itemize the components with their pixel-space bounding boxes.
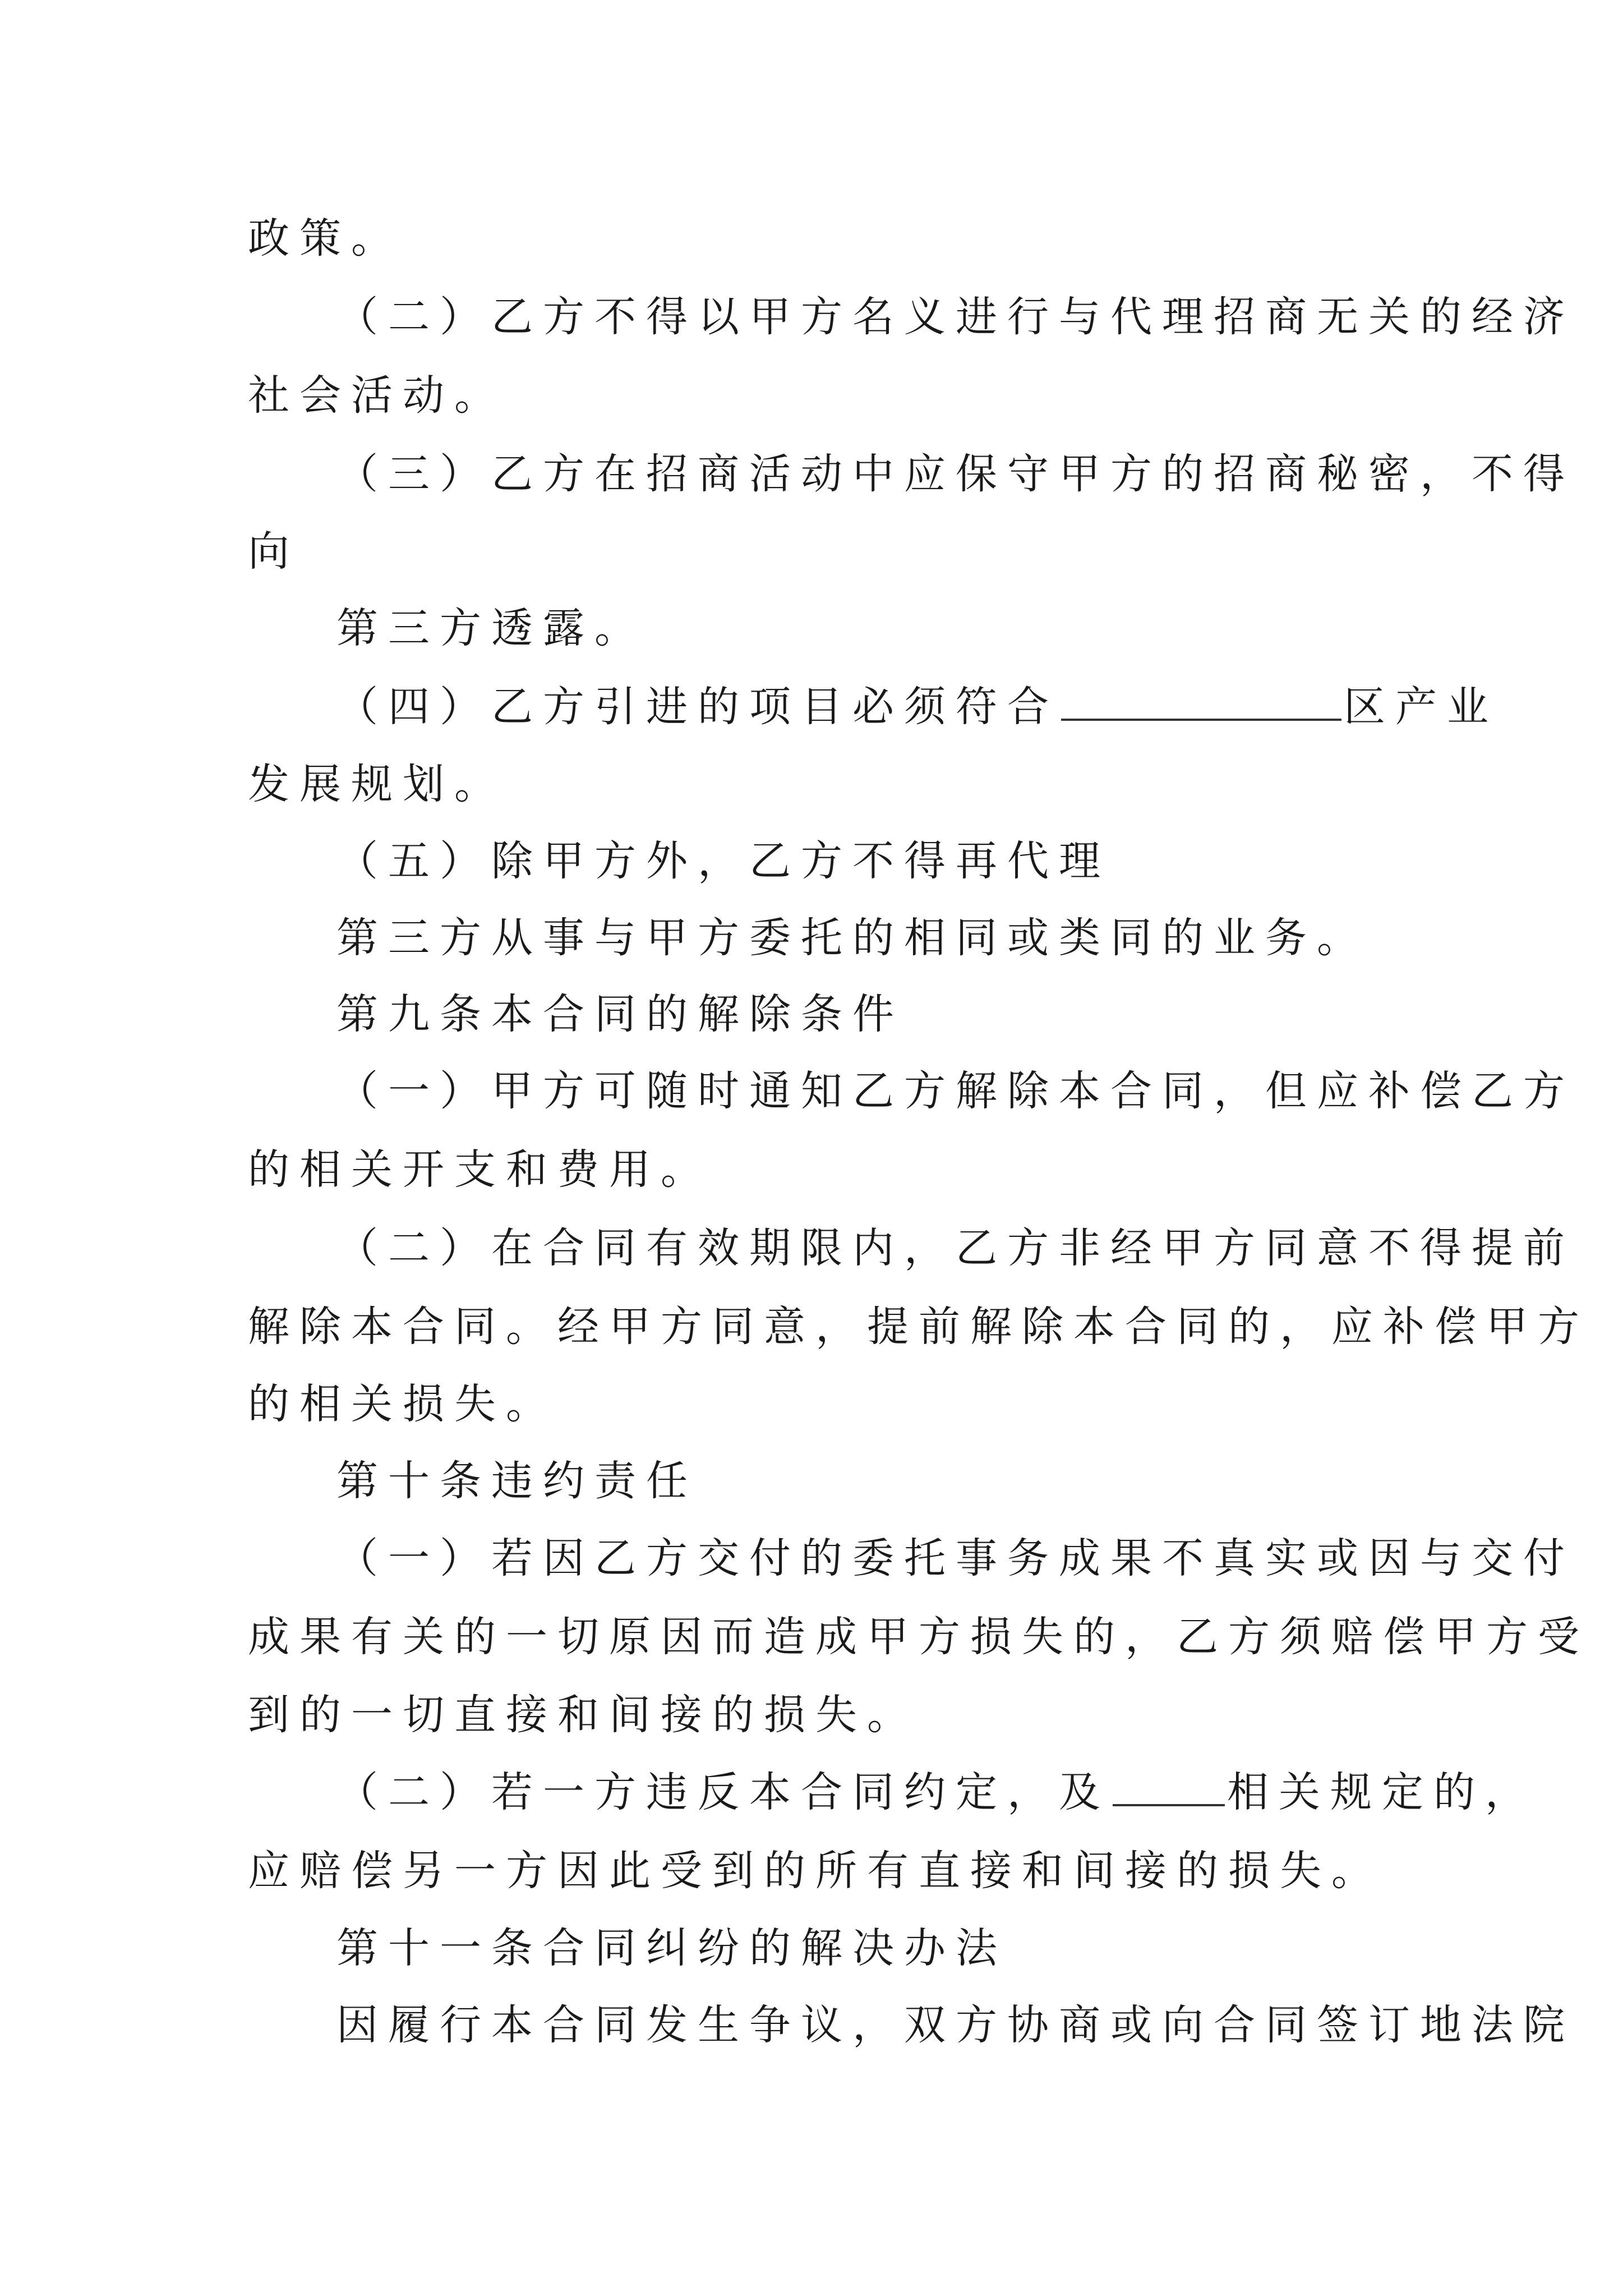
clause-4-line-1 bbox=[336, 682, 1498, 732]
article-10-clause-1-line-1: （一）若因乙方交付的委托事务成果不真实或因与交付 bbox=[336, 1534, 1575, 1582]
article-9-clause-2-line-2: 解除本合同。经甲方同意，提前解除本合同的，应补偿甲方 bbox=[248, 1303, 1589, 1351]
clause-5-line-2: 第三方从事与甲方委托的相同或类同的业务。 bbox=[336, 914, 1368, 962]
clause-3-line-1: （三）乙方在招商活动中应保守甲方的招商秘密，不得 bbox=[336, 450, 1575, 498]
article-10-clause-2-text-after: 相关规定的， bbox=[1227, 1768, 1537, 1816]
article-10-clause-2-text-before: （二）若一方违反本合同约定，及 bbox=[336, 1768, 1110, 1816]
article-11-line-1: 因履行本合同发生争议，双方协商或向合同签订地法院 bbox=[336, 2001, 1575, 2049]
clause-3-line-3: 第三方透露。 bbox=[336, 604, 646, 652]
article-10-clause-1-line-3: 到的一切直接和间接的损失。 bbox=[248, 1691, 919, 1739]
clause-4-text-after: 区产业 bbox=[1344, 683, 1498, 731]
article-9-clause-1-line-1: （一）甲方可随时通知乙方解除本合同，但应补偿乙方 bbox=[336, 1067, 1575, 1115]
article-10-clause-2-line-2: 应赔偿另一方因此受到的所有直接和间接的损失。 bbox=[248, 1847, 1383, 1895]
clause-2-line-2: 社会活动。 bbox=[248, 371, 506, 420]
clause-3-line-2: 向 bbox=[248, 527, 299, 576]
text-line-1: 政策。 bbox=[248, 214, 403, 263]
article-9-clause-2-line-1: （二）在合同有效期限内，乙方非经甲方同意不得提前 bbox=[336, 1224, 1575, 1272]
article-9-heading: 第九条本合同的解除条件 bbox=[336, 990, 904, 1038]
clause-2-line-1: （二）乙方不得以甲方名义进行与代理招商无关的经济 bbox=[336, 293, 1575, 341]
article-10-clause-1-line-2: 成果有关的一切原因而造成甲方损失的，乙方须赔偿甲方受 bbox=[248, 1613, 1589, 1661]
article-10-heading: 第十条违约责任 bbox=[336, 1457, 698, 1505]
article-11-heading: 第十一条合同纠纷的解决办法 bbox=[336, 1924, 1007, 1972]
fill-in-blank-regulation[interactable] bbox=[1113, 1767, 1225, 1806]
clause-4-line-2: 发展规划。 bbox=[248, 760, 506, 808]
fill-in-blank-district[interactable] bbox=[1061, 682, 1341, 721]
clause-5-line-1: （五）除甲方外，乙方不得再代理 bbox=[336, 837, 1110, 885]
clause-4-text-before: （四）乙方引进的项目必须符合 bbox=[336, 683, 1059, 731]
article-10-clause-2-line-1 bbox=[336, 1767, 1537, 1818]
article-9-clause-1-line-2: 的相关开支和费用。 bbox=[248, 1145, 712, 1194]
article-9-clause-2-line-3: 的相关损失。 bbox=[248, 1380, 557, 1428]
